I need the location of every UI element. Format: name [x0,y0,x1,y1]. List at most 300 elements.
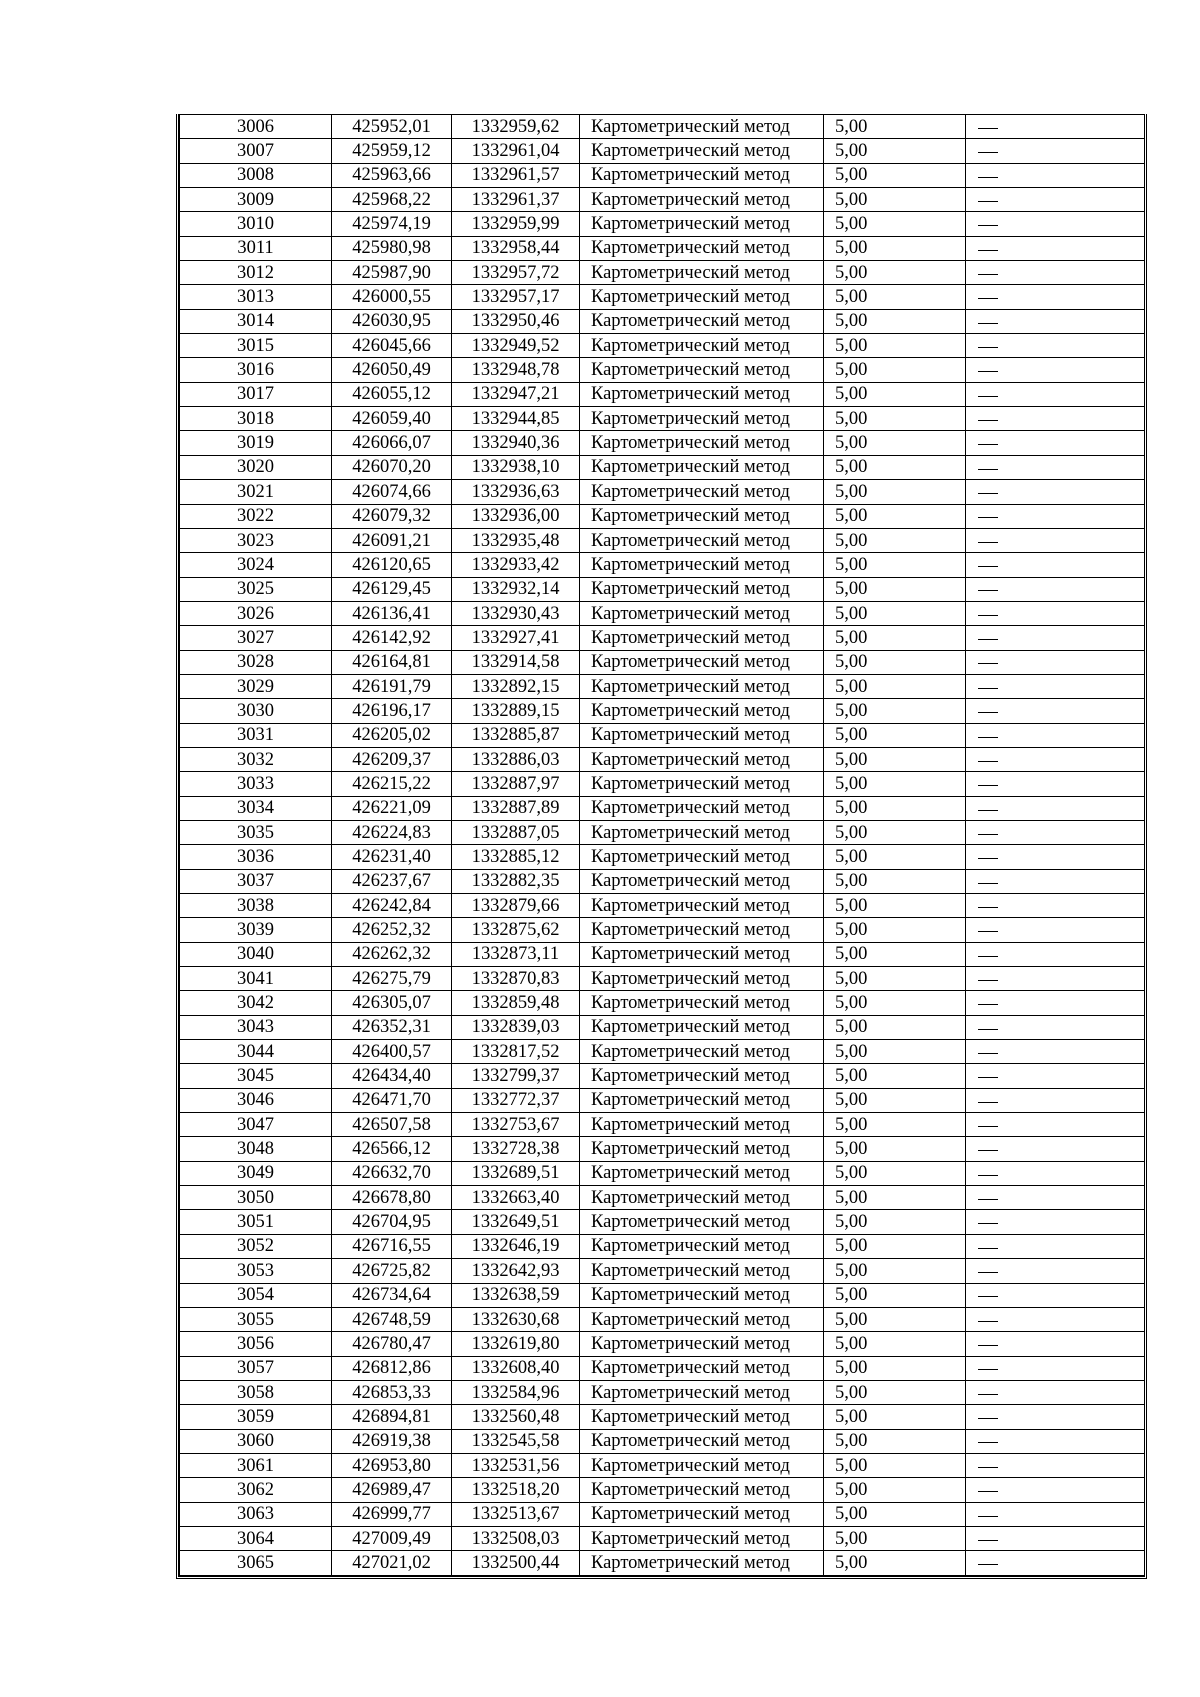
dash-mark [978,785,998,786]
point-number-cell: 3042 [180,991,332,1015]
coordinate-x-cell: 426434,40 [332,1064,452,1088]
coordinate-y-cell: 1332961,57 [452,163,580,187]
note-cell [966,869,1145,893]
accuracy-cell: 5,00 [824,431,966,455]
method-cell: Картометрический метод [580,1234,824,1258]
coordinate-y-cell: 1332959,99 [452,212,580,236]
note-cell [966,1234,1145,1258]
table-row [180,674,1145,698]
coordinate-x-cell: 425952,01 [332,115,452,139]
coordinate-x-cell: 426812,86 [332,1356,452,1380]
point-number-cell: 3038 [180,894,332,918]
note-text [998,359,999,360]
coordinate-x-cell: 426050,49 [332,358,452,382]
dash-mark [978,590,998,591]
note-cell [966,845,1145,869]
accuracy-cell: 5,00 [824,699,966,723]
note-cell [966,382,1145,406]
dash-mark [978,1175,998,1176]
method-cell: Картометрический метод [580,1332,824,1356]
accuracy-cell: 5,00 [824,1380,966,1404]
point-number-cell: 3035 [180,820,332,844]
point-number-cell: 3059 [180,1405,332,1429]
coordinate-y-cell: 1332728,38 [452,1137,580,1161]
note-cell [966,1259,1145,1283]
coordinate-y-cell: 1332689,51 [452,1161,580,1185]
point-number-cell: 3062 [180,1478,332,1502]
table-row [180,358,1145,382]
table-row [180,480,1145,504]
method-cell: Картометрический метод [580,407,824,431]
accuracy-cell: 5,00 [824,747,966,771]
coordinate-y-cell: 1332663,40 [452,1186,580,1210]
accuracy-cell: 5,00 [824,1307,966,1331]
coordinate-x-cell: 426136,41 [332,601,452,625]
point-number-cell: 3031 [180,723,332,747]
coordinate-x-cell: 426209,37 [332,747,452,771]
note-text [998,919,999,920]
method-cell: Картометрический метод [580,747,824,771]
coordinate-y-cell: 1332839,03 [452,1015,580,1039]
accuracy-cell: 5,00 [824,723,966,747]
method-cell: Картометрический метод [580,115,824,139]
note-cell [966,1113,1145,1137]
point-number-cell: 3061 [180,1453,332,1477]
coordinate-y-cell: 1332545,58 [452,1429,580,1453]
coordinates-table [179,114,1145,1576]
point-number-cell: 3012 [180,261,332,285]
method-cell: Картометрический метод [580,1502,824,1526]
point-number-cell: 3028 [180,650,332,674]
dash-mark [978,1540,998,1541]
note-cell [966,480,1145,504]
note-cell [966,431,1145,455]
coordinate-y-cell: 1332933,42 [452,553,580,577]
accuracy-cell: 5,00 [824,1478,966,1502]
coordinate-x-cell: 426999,77 [332,1502,452,1526]
point-number-cell: 3055 [180,1307,332,1331]
point-number-cell: 3058 [180,1380,332,1404]
table-row [180,820,1145,844]
coordinate-y-cell: 1332584,96 [452,1380,580,1404]
method-cell: Картометрический метод [580,236,824,260]
method-cell: Картометрический метод [580,820,824,844]
note-cell [966,894,1145,918]
coordinate-x-cell: 426045,66 [332,334,452,358]
point-number-cell: 3021 [180,480,332,504]
table-row [180,1526,1145,1550]
table-row [180,1429,1145,1453]
note-text [998,1162,999,1163]
note-text [998,992,999,993]
coordinate-x-cell: 426507,58 [332,1113,452,1137]
note-text [998,724,999,725]
point-number-cell: 3033 [180,772,332,796]
table-row [180,1551,1145,1575]
note-text [998,237,999,238]
coordinate-x-cell: 426632,70 [332,1161,452,1185]
method-cell: Картометрический метод [580,334,824,358]
accuracy-cell: 5,00 [824,601,966,625]
dash-mark [978,1029,998,1030]
coordinate-y-cell: 1332753,67 [452,1113,580,1137]
note-text [998,968,999,969]
accuracy-cell: 5,00 [824,1161,966,1185]
coordinate-x-cell: 426079,32 [332,504,452,528]
note-cell [966,577,1145,601]
dash-mark [978,225,998,226]
coordinate-x-cell: 426055,12 [332,382,452,406]
accuracy-cell: 5,00 [824,845,966,869]
coordinate-y-cell: 1332958,44 [452,236,580,260]
note-text [998,164,999,165]
table-row [180,455,1145,479]
table-row [180,1259,1145,1283]
accuracy-cell: 5,00 [824,577,966,601]
dash-mark [978,298,998,299]
coordinate-y-cell: 1332957,72 [452,261,580,285]
coordinate-x-cell: 426237,67 [332,869,452,893]
accuracy-cell: 5,00 [824,480,966,504]
note-text [998,895,999,896]
coordinate-y-cell: 1332887,05 [452,820,580,844]
dash-mark [978,907,998,908]
method-cell: Картометрический метод [580,1259,824,1283]
note-text [998,1357,999,1358]
coordinate-x-cell: 426242,84 [332,894,452,918]
point-number-cell: 3049 [180,1161,332,1185]
coordinate-y-cell: 1332518,20 [452,1478,580,1502]
accuracy-cell: 5,00 [824,1064,966,1088]
method-cell: Картометрический метод [580,894,824,918]
accuracy-cell: 5,00 [824,1137,966,1161]
dash-mark [978,1442,998,1443]
note-text [998,1503,999,1504]
dash-mark [978,347,998,348]
dash-mark [978,1199,998,1200]
coordinate-y-cell: 1332859,48 [452,991,580,1015]
point-number-cell: 3060 [180,1429,332,1453]
method-cell: Картометрический метод [580,1283,824,1307]
table-row [180,894,1145,918]
note-text [998,822,999,823]
note-cell [966,188,1145,212]
point-number-cell: 3006 [180,115,332,139]
method-cell: Картометрический метод [580,967,824,991]
coordinate-x-cell: 427009,49 [332,1526,452,1550]
note-text [998,1552,999,1553]
coordinate-x-cell: 426566,12 [332,1137,452,1161]
coordinate-x-cell: 425987,90 [332,261,452,285]
coordinate-x-cell: 426989,47 [332,1478,452,1502]
table-row [180,1405,1145,1429]
coordinate-x-cell: 426196,17 [332,699,452,723]
dash-mark [978,1272,998,1273]
coordinate-y-cell: 1332500,44 [452,1551,580,1575]
coordinate-y-cell: 1332817,52 [452,1040,580,1064]
note-cell [966,796,1145,820]
note-cell [966,1064,1145,1088]
coordinates-table-body [180,115,1145,1576]
point-number-cell: 3019 [180,431,332,455]
method-cell: Картометрический метод [580,1210,824,1234]
coordinate-x-cell: 426191,79 [332,674,452,698]
coordinate-x-cell: 426205,02 [332,723,452,747]
table-row [180,601,1145,625]
coordinate-x-cell: 426164,81 [332,650,452,674]
table-row [180,1283,1145,1307]
coordinate-x-cell: 426066,07 [332,431,452,455]
coordinate-y-cell: 1332938,10 [452,455,580,479]
accuracy-cell: 5,00 [824,1186,966,1210]
coordinate-y-cell: 1332961,37 [452,188,580,212]
note-cell [966,334,1145,358]
coordinate-y-cell: 1332885,87 [452,723,580,747]
method-cell: Картометрический метод [580,1453,824,1477]
method-cell: Картометрический метод [580,455,824,479]
dash-mark [978,1150,998,1151]
method-cell: Картометрический метод [580,309,824,333]
dash-mark [978,1126,998,1127]
point-number-cell: 3009 [180,188,332,212]
note-text [998,189,999,190]
table-row [180,553,1145,577]
dash-mark [978,639,998,640]
point-number-cell: 3052 [180,1234,332,1258]
method-cell: Картометрический метод [580,1064,824,1088]
table-row [180,699,1145,723]
coordinate-y-cell: 1332772,37 [452,1088,580,1112]
table-row [180,1015,1145,1039]
method-cell: Картометрический метод [580,1015,824,1039]
dash-mark [978,469,998,470]
table-row [180,869,1145,893]
accuracy-cell: 5,00 [824,188,966,212]
table-row [180,918,1145,942]
point-number-cell: 3023 [180,528,332,552]
note-cell [966,358,1145,382]
note-cell [966,1307,1145,1331]
method-cell: Картометрический метод [580,528,824,552]
coordinate-y-cell: 1332889,15 [452,699,580,723]
note-cell [966,309,1145,333]
table-row [180,407,1145,431]
point-number-cell: 3016 [180,358,332,382]
note-cell [966,1356,1145,1380]
note-cell [966,650,1145,674]
note-text [998,1406,999,1407]
note-cell [966,1040,1145,1064]
coordinate-y-cell: 1332944,85 [452,407,580,431]
point-number-cell: 3045 [180,1064,332,1088]
accuracy-cell: 5,00 [824,918,966,942]
note-cell [966,1502,1145,1526]
method-cell: Картометрический метод [580,1307,824,1331]
note-text [998,578,999,579]
method-cell: Картометрический метод [580,382,824,406]
note-cell [966,1405,1145,1429]
table-row [180,1234,1145,1258]
coordinate-x-cell: 426780,47 [332,1332,452,1356]
table-row [180,139,1145,163]
dash-mark [978,712,998,713]
dash-mark [978,420,998,421]
table-row [180,1088,1145,1112]
point-number-cell: 3034 [180,796,332,820]
note-cell [966,1210,1145,1234]
dash-mark [978,1053,998,1054]
accuracy-cell: 5,00 [824,796,966,820]
method-cell: Картометрический метод [580,699,824,723]
accuracy-cell: 5,00 [824,1405,966,1429]
coordinate-x-cell: 426262,32 [332,942,452,966]
note-text [998,530,999,531]
note-text [998,651,999,652]
coordinate-x-cell: 426030,95 [332,309,452,333]
note-cell [966,626,1145,650]
table-row [180,431,1145,455]
method-cell: Картометрический метод [580,796,824,820]
table-row [180,163,1145,187]
table-row [180,1478,1145,1502]
coordinate-y-cell: 1332892,15 [452,674,580,698]
table-row [180,772,1145,796]
method-cell: Картометрический метод [580,1380,824,1404]
coordinate-y-cell: 1332870,83 [452,967,580,991]
method-cell: Картометрический метод [580,577,824,601]
coordinate-x-cell: 426142,92 [332,626,452,650]
coordinate-y-cell: 1332914,58 [452,650,580,674]
point-number-cell: 3024 [180,553,332,577]
note-cell [966,1332,1145,1356]
note-text [998,1455,999,1456]
method-cell: Картометрический метод [580,1137,824,1161]
method-cell: Картометрический метод [580,1429,824,1453]
method-cell: Картометрический метод [580,650,824,674]
point-number-cell: 3054 [180,1283,332,1307]
note-cell [966,1551,1145,1575]
coordinate-x-cell: 426400,57 [332,1040,452,1064]
coordinate-x-cell: 425980,98 [332,236,452,260]
dash-mark [978,274,998,275]
dash-mark [978,1296,998,1297]
method-cell: Картометрический метод [580,1088,824,1112]
accuracy-cell: 5,00 [824,553,966,577]
note-text [998,310,999,311]
coordinate-y-cell: 1332608,40 [452,1356,580,1380]
point-number-cell: 3044 [180,1040,332,1064]
table-row [180,626,1145,650]
note-text [998,1016,999,1017]
accuracy-cell: 5,00 [824,1210,966,1234]
dash-mark [978,201,998,202]
accuracy-cell: 5,00 [824,967,966,991]
note-text [998,627,999,628]
coordinate-y-cell: 1332638,59 [452,1283,580,1307]
dash-mark [978,542,998,543]
note-text [998,262,999,263]
note-cell [966,601,1145,625]
point-number-cell: 3050 [180,1186,332,1210]
table-row [180,967,1145,991]
note-text [998,554,999,555]
note-text [998,846,999,847]
coordinate-y-cell: 1332949,52 [452,334,580,358]
dash-mark [978,371,998,372]
coordinate-x-cell: 425963,66 [332,163,452,187]
coordinate-y-cell: 1332935,48 [452,528,580,552]
point-number-cell: 3063 [180,1502,332,1526]
note-text [998,1089,999,1090]
coordinate-x-cell: 426716,55 [332,1234,452,1258]
table-row [180,577,1145,601]
note-cell [966,139,1145,163]
method-cell: Картометрический метод [580,1526,824,1550]
note-text [998,1284,999,1285]
table-row [180,1332,1145,1356]
coordinate-x-cell: 426070,20 [332,455,452,479]
table-row [180,1113,1145,1137]
dash-mark [978,1004,998,1005]
point-number-cell: 3026 [180,601,332,625]
dash-mark [978,1394,998,1395]
accuracy-cell: 5,00 [824,1332,966,1356]
accuracy-cell: 5,00 [824,358,966,382]
note-text [998,432,999,433]
note-text [998,870,999,871]
table-row [180,1210,1145,1234]
note-cell [966,1380,1145,1404]
coordinate-y-cell: 1332882,35 [452,869,580,893]
method-cell: Картометрический метод [580,723,824,747]
method-cell: Картометрический метод [580,869,824,893]
dash-mark [978,1223,998,1224]
note-cell [966,285,1145,309]
table-row [180,1307,1145,1331]
point-number-cell: 3014 [180,309,332,333]
accuracy-cell: 5,00 [824,1113,966,1137]
note-text [998,943,999,944]
coordinate-y-cell: 1332887,97 [452,772,580,796]
dash-mark [978,493,998,494]
note-cell [966,236,1145,260]
accuracy-cell: 5,00 [824,504,966,528]
accuracy-cell: 5,00 [824,1040,966,1064]
dash-mark [978,1467,998,1468]
point-number-cell: 3018 [180,407,332,431]
coordinate-y-cell: 1332936,00 [452,504,580,528]
note-text [998,1430,999,1431]
coordinate-y-cell: 1332957,17 [452,285,580,309]
accuracy-cell: 5,00 [824,1502,966,1526]
dash-mark [978,980,998,981]
point-number-cell: 3007 [180,139,332,163]
accuracy-cell: 5,00 [824,820,966,844]
method-cell: Картометрический метод [580,845,824,869]
point-number-cell: 3030 [180,699,332,723]
dash-mark [978,152,998,153]
table-row [180,1356,1145,1380]
table-row [180,261,1145,285]
note-text [998,383,999,384]
point-number-cell: 3008 [180,163,332,187]
method-cell: Картометрический метод [580,188,824,212]
accuracy-cell: 5,00 [824,528,966,552]
table-row [180,942,1145,966]
point-number-cell: 3036 [180,845,332,869]
method-cell: Картометрический метод [580,918,824,942]
accuracy-cell: 5,00 [824,650,966,674]
